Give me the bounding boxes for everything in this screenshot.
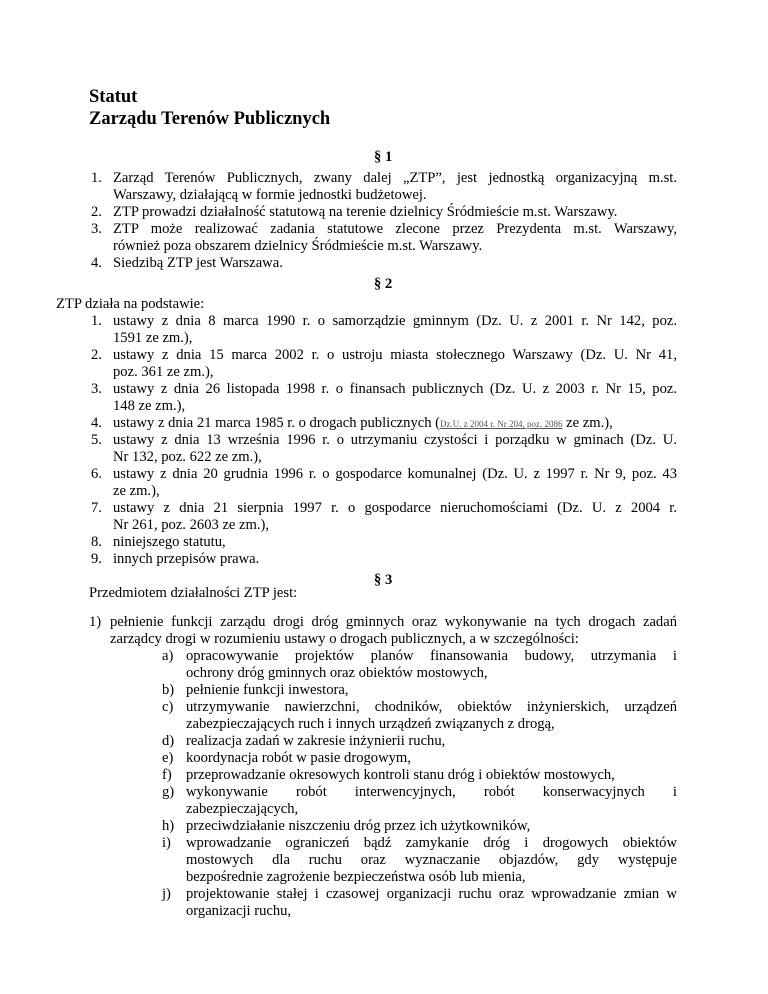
sub-list-item-text: bezpośrednie zagrożenie bezpieczeństwa osób lub mienia, (186, 869, 526, 885)
sub-list-item-text: organizacji ruchu, (186, 903, 292, 919)
list-item-text: Siedzibą ZTP jest Warszawa. (113, 255, 283, 271)
section-2-intro: ZTP działa na podstawie: (56, 296, 205, 312)
section-3-intro: Przedmiotem działalności ZTP jest: (89, 585, 298, 601)
sub-list-item-text: przeprowadzanie okresowych kontroli stanu dróg i obiektów mostowych, (186, 767, 615, 783)
sub-list-item-text: ochrony dróg gminnych oraz obiektów mostowych, (186, 665, 488, 681)
sub-list-item-text: realizacja zadań w zakresie inżynierii ruchu, (186, 733, 446, 749)
list-item-text-part: ustawy z dnia 21 marca 1985 r. o drogach publicznych ( (113, 415, 441, 431)
list-item-text-part: ze zm.), (562, 415, 613, 431)
list-item-text: ustawy z dnia 8 marca 1990 r. o samorządzie gminnym (Dz. U. z 2001 r. Nr 142, poz. (113, 313, 677, 329)
list-item-number: 4. (91, 255, 102, 271)
list-item-text: niniejszego statutu, (113, 534, 226, 550)
sub-list-item-letter: i) (162, 835, 171, 851)
list-item-text: Warszawy, działającą w formie jednostki budżetowej. (113, 187, 427, 203)
sub-list-item-text: utrzymywanie nawierzchni, chodników, obiektów inżynierskich, urządzeń (186, 699, 677, 715)
sub-list-item-text: wykonywanie robót interwencyjnych, robót konserwacyjnych i (186, 784, 677, 800)
list-item-number: 3. (91, 221, 102, 237)
list-item-number: 7. (91, 500, 102, 516)
sub-list-item-text: mostowych dla ruchu oraz wyznaczanie objazdów, gdy występuje (186, 852, 677, 868)
list-item-text: poz. 361 ze zm.), (113, 364, 214, 380)
sub-list-item-letter: g) (162, 784, 175, 800)
list-item-number: 5. (91, 432, 102, 448)
sub-list-item-letter: f) (162, 767, 172, 783)
list-item-number: 1. (91, 170, 102, 186)
list-item-text: pełnienie funkcji zarządu drogi dróg gminnych oraz wykonywanie na tych drogach zadań (110, 614, 677, 630)
list-item-text: innych przepisów prawa. (113, 551, 260, 567)
sub-list-item-text: pełnienie funkcji inwestora, (186, 682, 349, 698)
list-item-text: ze zm.), (113, 483, 160, 499)
list-item-number: 2. (91, 204, 102, 220)
law-reference-link[interactable]: Dz.U. z 2004 r. Nr 204, poz. 2086 (440, 419, 563, 429)
list-item-number: 3. (91, 381, 102, 397)
list-item-text: ustawy z dnia 26 listopada 1998 r. o finansach publicznych (Dz. U. z 2003 r. Nr 15, poz. (113, 381, 677, 397)
list-item-text: ZTP może realizować zadania statutowe zlecone przez Prezydenta m.st. Warszawy, (113, 221, 677, 237)
sub-list-item-text: zabezpieczających, (186, 801, 299, 817)
sub-list-item-letter: j) (162, 886, 171, 902)
list-item-number: 2. (91, 347, 102, 363)
sub-list-item-letter: c) (162, 699, 174, 715)
sub-list-item-letter: e) (162, 750, 174, 766)
sub-list-item-text: projektowanie stałej i czasowej organizacji ruchu oraz wprowadzanie zmian w (186, 886, 677, 902)
sub-list-item-text: opracowywanie projektów planów finansowania budowy, utrzymania i (186, 648, 677, 664)
list-item-text: ZTP prowadzi działalność statutową na terenie dzielnicy Śródmieście m.st. Warszawy. (113, 204, 618, 220)
list-item-number: 9. (91, 551, 102, 567)
list-item-text: Zarząd Terenów Publicznych, zwany dalej „ZTP”, jest jednostką organizacyjną m.st. (113, 170, 677, 186)
sub-list-item-letter: h) (162, 818, 175, 834)
list-item-number: 8. (91, 534, 102, 550)
document-title-line1: Statut (89, 87, 138, 107)
sub-list-item-text: wprowadzanie ograniczeń bądź zamykanie dróg i drogowych obiektów (186, 835, 677, 851)
list-item-text: Nr 261, poz. 2603 ze zm.), (113, 517, 270, 533)
document-title-line2: Zarządu Terenów Publicznych (89, 109, 331, 129)
sub-list-item-text: przeciwdziałanie niszczeniu dróg przez ich użytkowników, (186, 818, 531, 834)
list-item-text: ustawy z dnia 13 września 1996 r. o utrzymaniu czystości i porządku w gminach (Dz. U. (113, 432, 677, 448)
list-item-text: 148 ze zm.), (113, 398, 186, 414)
list-item-text: ustawy z dnia 21 sierpnia 1997 r. o gospodarce nieruchomościami (Dz. U. z 2004 r. (113, 500, 677, 516)
sub-list-item-letter: d) (162, 733, 175, 749)
section-1-heading: § 1 (374, 149, 393, 165)
list-item-text: ustawy z dnia 20 grudnia 1996 r. o gospodarce komunalnej (Dz. U. z 1997 r. Nr 9, poz. 43 (113, 466, 677, 482)
list-item-number: 6. (91, 466, 102, 482)
list-item-text: również poza obszarem dzielnicy Śródmieście m.st. Warszawy. (113, 238, 483, 254)
sub-list-item-letter: a) (162, 648, 174, 664)
list-item-text: ustawy z dnia 15 marca 2002 r. o ustroju miasta stołecznego Warszawy (Dz. U. Nr 41, (113, 347, 677, 363)
list-item-text (113, 415, 613, 433)
section-3-heading: § 3 (374, 572, 393, 588)
list-item-text: Nr 132, poz. 622 ze zm.), (113, 449, 262, 465)
list-item-number: 4. (91, 415, 102, 431)
list-item-number: 1. (91, 313, 102, 329)
list-item-text: 1591 ze zm.), (113, 330, 193, 346)
sub-list-item-text: koordynacja robót w pasie drogowym, (186, 750, 411, 766)
sub-list-item-letter: b) (162, 682, 175, 698)
list-item-text: zarządcy drogi w rozumieniu ustawy o drogach publicznych, a w szczególności: (110, 631, 579, 647)
list-item-number: 1) (89, 614, 102, 630)
sub-list-item-text: zabezpieczających ruch i innych urządzeń związanych z drogą, (186, 716, 555, 732)
section-2-heading: § 2 (374, 276, 393, 292)
